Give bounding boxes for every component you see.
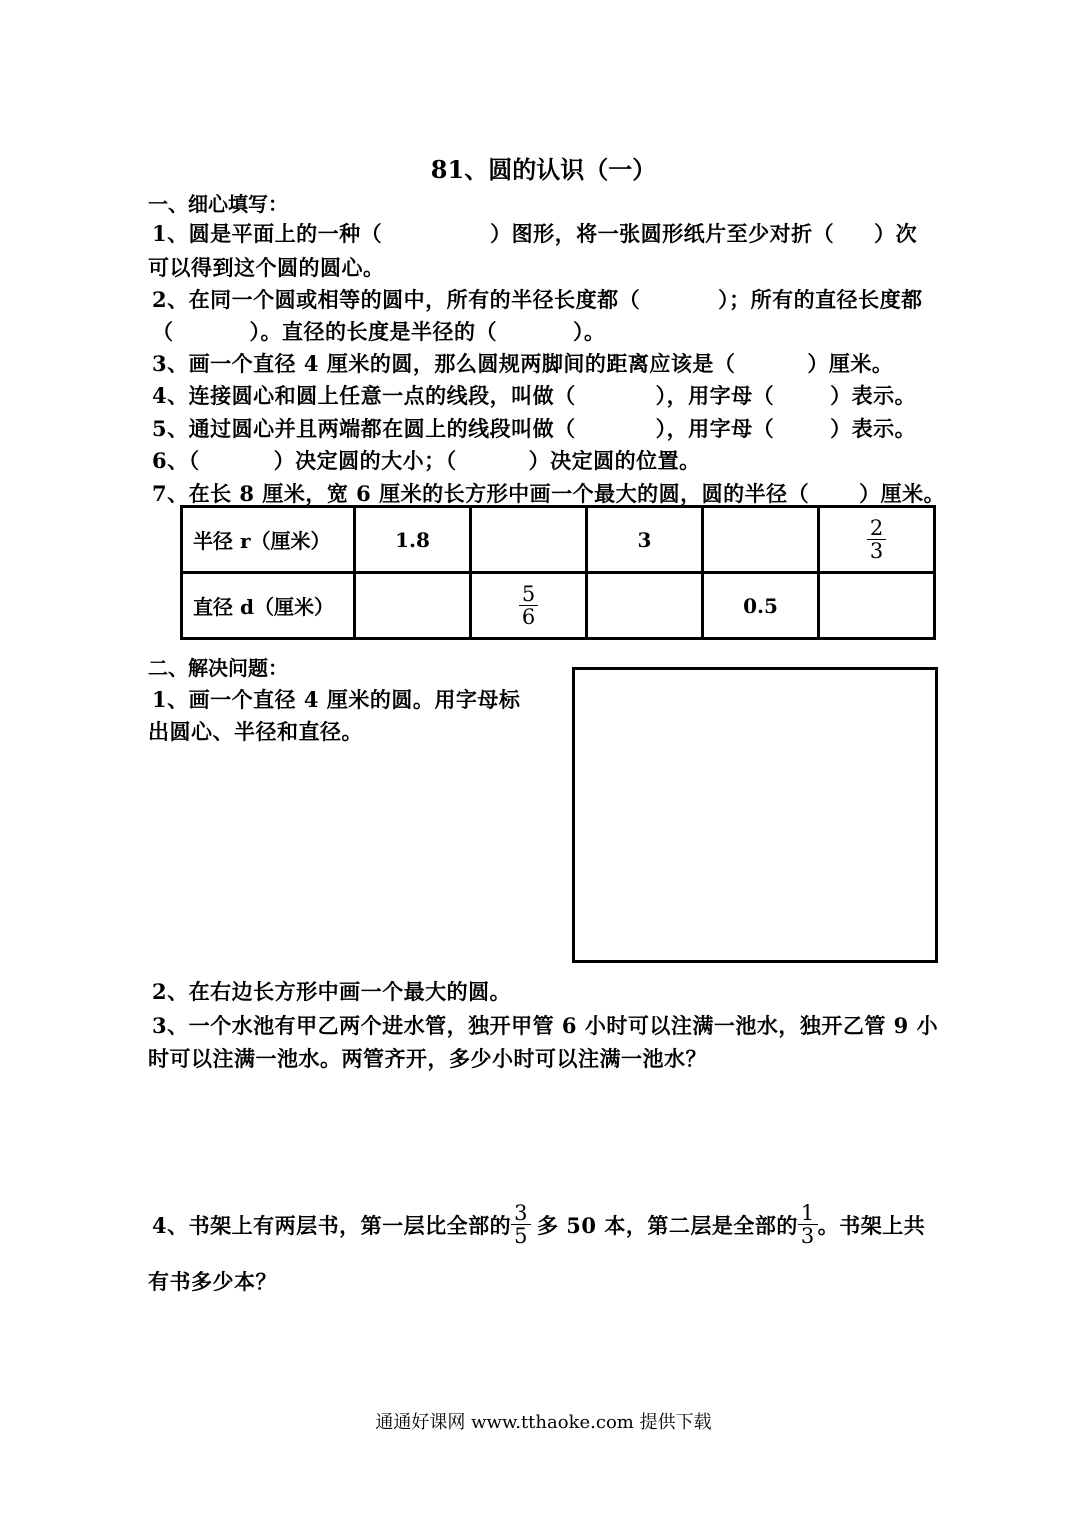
question-2-line2: （ ）。直径的长度是半径的（ ）。 [152, 319, 606, 344]
row-label-diameter: 直径 d（厘米） [182, 573, 355, 639]
radius-diameter-table [180, 505, 936, 640]
question-3: 3、画一个直径 4 厘米的圆，那么圆规两脚间的距离应该是（ ）厘米。 [152, 351, 894, 376]
page-title: 81、圆的认识（一） [430, 155, 657, 184]
problem-2: 2、在右边长方形中画一个最大的圆。 [152, 979, 512, 1004]
row-label-radius: 半径 r（厘米） [182, 507, 355, 573]
fraction-three-fifths: $\frac{3}{5}$ [511, 1202, 531, 1247]
problem-1-line2: 出圆心、半径和直径。 [148, 719, 363, 744]
question-5: 5、通过圆心并且两端都在圆上的线段叫做（ ），用字母（ ）表示。 [152, 416, 917, 441]
section1-heading: 一、细心填写： [148, 192, 288, 216]
problem-3-line1: 3、一个水池有甲乙两个进水管，独开甲管 6 小时可以注满一池水，独开乙管 9 小 [152, 1013, 939, 1038]
cell-diameter-4: 0.5 [703, 573, 819, 639]
problem-4-line2: 有书多少本？ [148, 1269, 277, 1294]
cell-radius-5 [819, 507, 935, 573]
question-1-line2: 可以得到这个圆的圆心。 [148, 255, 385, 280]
question-1-line1: 1、圆是平面上的一种（ ）图形，将一张圆形纸片至少对折（ ）次 [152, 221, 918, 246]
cell-diameter-5[interactable] [819, 573, 935, 639]
problem-4-line1: 4、书架上有两层书，第一层比全部的 $\frac{3}{5}$ 多 50 本，第二层是全部的 $\frac{1}{3}$ 。书架上共 [152, 1201, 926, 1249]
cell-radius-3: 3 [587, 507, 703, 573]
cell-radius-1: 1.8 [355, 507, 471, 573]
fraction-five-sixths: $\frac{5}{6}$ [519, 583, 538, 628]
problem-1-line1: 1、画一个直径 4 厘米的圆。用字母标 [152, 687, 521, 712]
footer-credit: 通通好课网 www.tthaoke.com 提供下载 [375, 1412, 712, 1433]
cell-radius-2[interactable] [471, 507, 587, 573]
fraction-one-third: $\frac{1}{3}$ [798, 1202, 818, 1247]
section2-heading: 二、解决问题： [148, 656, 288, 680]
table-row-diameter [182, 573, 935, 639]
table-row-radius [182, 507, 935, 573]
question-2-line1: 2、在同一个圆或相等的圆中，所有的半径长度都（ ）；所有的直径长度都 [152, 287, 923, 312]
cell-diameter-2 [471, 573, 587, 639]
cell-diameter-3[interactable] [587, 573, 703, 639]
cell-diameter-1[interactable] [355, 573, 471, 639]
fraction-two-thirds: $\frac{2}{3}$ [867, 517, 886, 562]
question-4: 4、连接圆心和圆上任意一点的线段，叫做（ ），用字母（ ）表示。 [152, 383, 917, 408]
problem-3-line2: 时可以注满一池水。两管齐开，多少小时可以注满一池水？ [148, 1046, 707, 1071]
question-7: 7、在长 8 厘米，宽 6 厘米的长方形中画一个最大的圆，圆的半径（ ）厘米。 [152, 481, 946, 506]
question-6: 6、（ ）决定圆的大小；（ ）决定圆的位置。 [152, 448, 701, 473]
drawing-rectangle[interactable] [572, 667, 938, 963]
cell-radius-4[interactable] [703, 507, 819, 573]
